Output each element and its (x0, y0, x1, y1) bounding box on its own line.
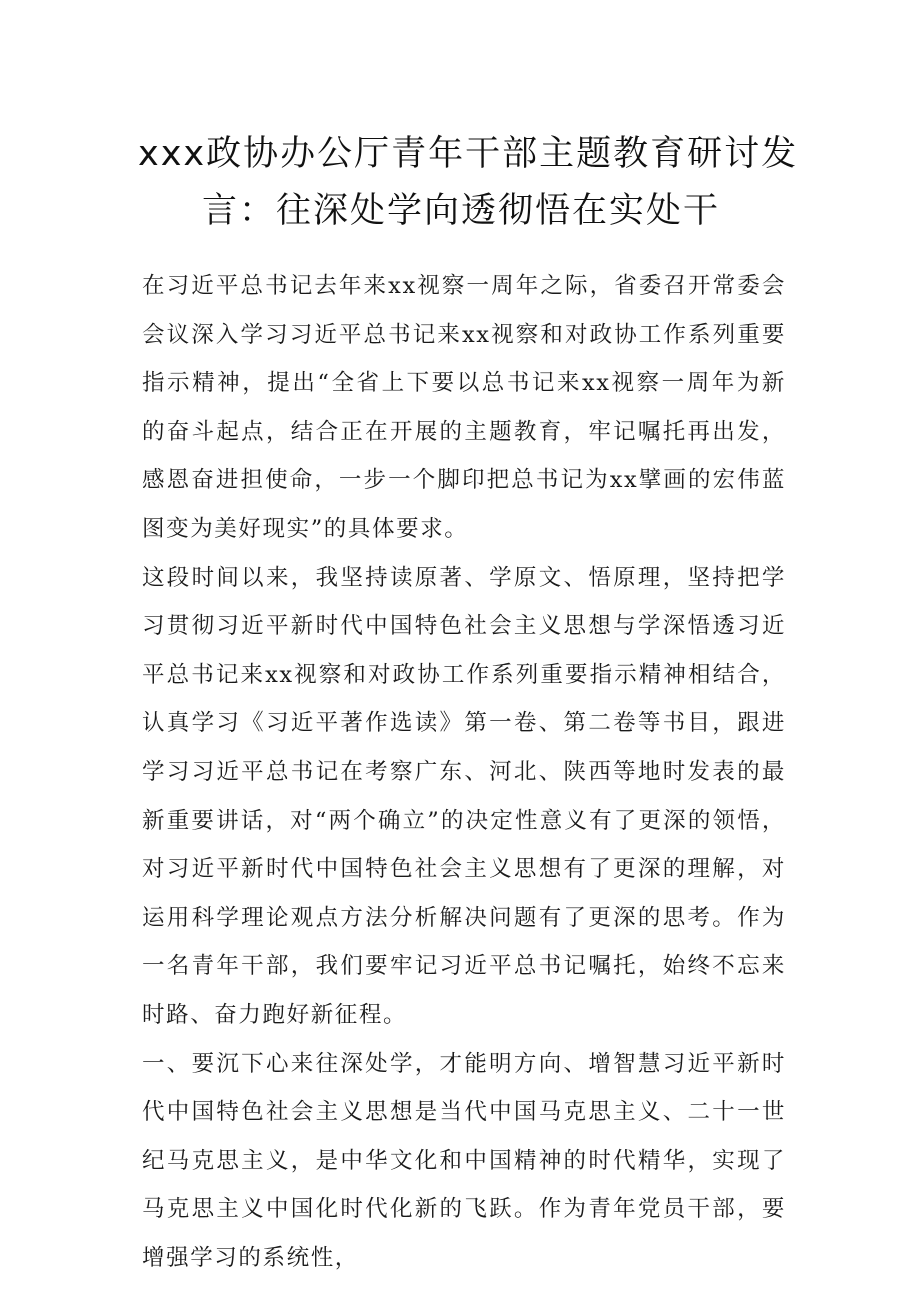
title-line-1: xxx政协办公厅青年干部主题教育研讨发 (138, 134, 799, 174)
paragraph-2: 这段时间以来，我坚持读原著、学原文、悟原理，坚持把学习贯彻习近平新时代中国特色社会主义思想与学深悟透习近平总书记来xx视察和对政协工作系列重要指示精神相结合，认真学习《习近平著作选读》第一卷、第二卷等书目，跟进学习习近平总书记在考察广东、河北、陕西等地时发表的最新重要讲话，对“两个确立”的决定性意义有了更深的领悟，对习近平新时代中国特色社会主义思想有了更深的理解，对运用科学理论观点方法分析解决问题有了更深的思考。作为一名青年干部，我们要牢记习近平总书记嘱托，始终不忘来时路、奋力跑好新征程。 (142, 564, 786, 1028)
paragraph-3: 一、要沉下心来往深处学，才能明方向、增智慧习近平新时代中国特色社会主义思想是当代中国马克思主义、二十一世纪马克思主义，是中华文化和中国精神的时代精华，实现了马克思主义中国化时代化新的飞跃。作为青年党员干部，要增强学习的系统性， (142, 1050, 786, 1271)
title-line-2: 言：往深处学向透彻悟在实处干 (201, 191, 720, 231)
document-title (138, 126, 799, 240)
document-body (142, 262, 786, 1282)
paragraph-1: 在习近平总书记去年来xx视察一周年之际，省委召开常委会会议深入学习习近平总书记来xx视察和对政协工作系列重要指示精神，提出“全省上下要以总书记来xx视察一周年为新的奋斗起点，结合正在开展的主题教育，牢记嘱托再出发，感恩奋进担使命，一步一个脚印把总书记为xx擘画的宏伟蓝图变为美好现实”的具体要求。 (142, 273, 786, 542)
